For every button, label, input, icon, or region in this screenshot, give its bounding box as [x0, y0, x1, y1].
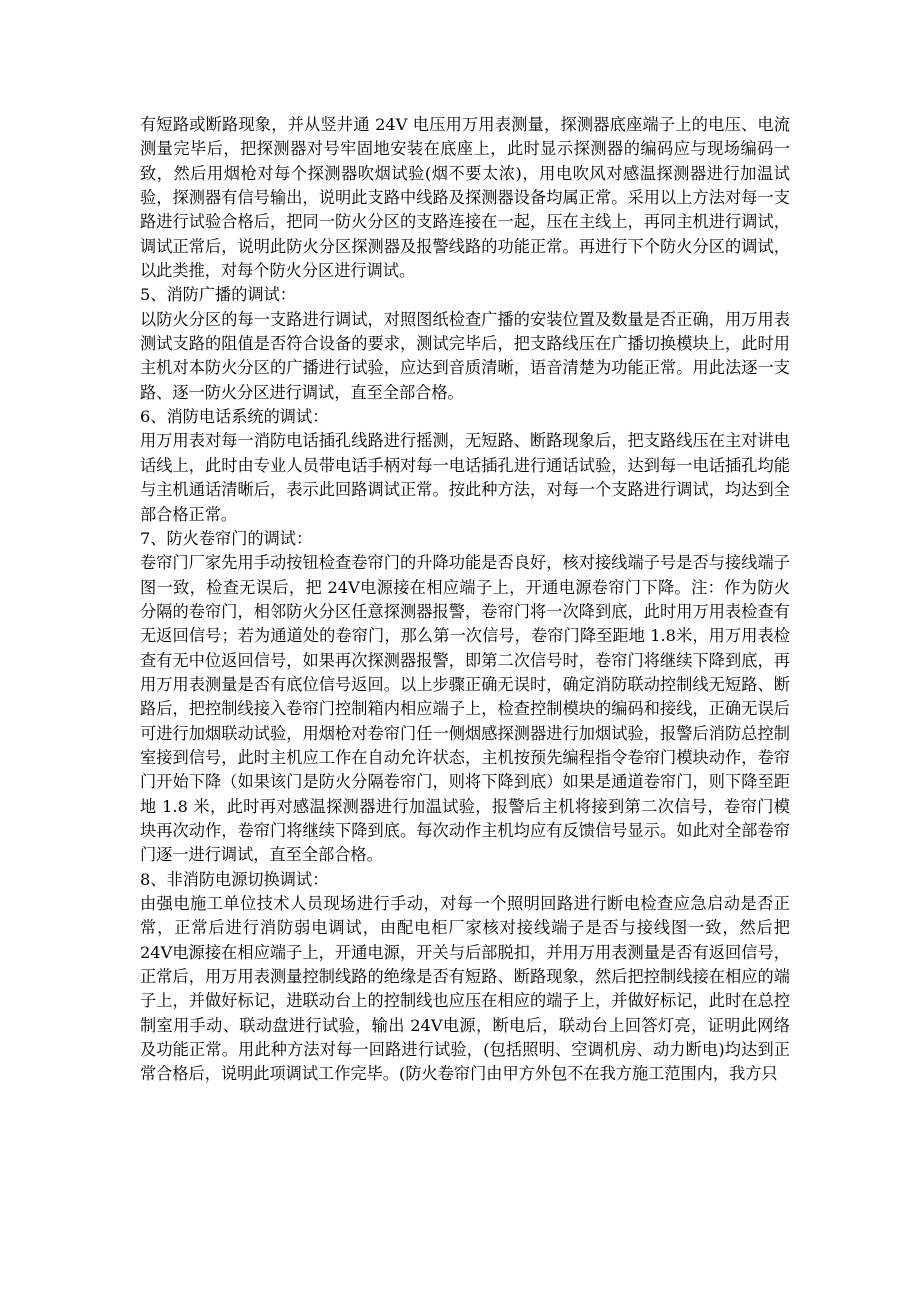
- paragraph-power-switching: 由强电施工单位技术人员现场进行手动，对每一个照明回路进行断电检查应急启动是否正常，正常后进行消防弱电调试，由配电柜厂家核对接线端子是否与接线图一致，然后把 24V电源接在相应端子上，开通电源，开关与后部脱扣，并用万用表测量是否有返回信号，正常后，用万用表测量控制线路的绝缘是否有短路、断路现象，然后把控制线接在相应的端子上，并做好标记，进联动台上的控制线也应压在相应的端子上，并做好标记，此时在总控制室用手动、联动盘进行试验，输出 24V电源，断电后，联动台上回答灯亮，证明此网络及功能正常。用此种方法对每一回路进行试验，(包括照明、空调机房、动力断电)均达到正常合格后，说明此项调试工作完毕。(防火卷帘门由甲方外包不在我方施工范围内，我方只: [140, 894, 790, 1084]
- paragraph-detector-testing: 有短路或断路现象，并从竖井通 24V 电压用万用表测量，探测器底座端子上的电压、电流测量完毕后，把探测器对号牢固地安装在底座上，此时显示探测器的编码应与现场编码一致，然后用烟枪对每个探测器吹烟试验(烟不要太浓)，用电吹风对感温探测器进行加温试验，探测器有信号输出，说明此支路中线路及探测器设备均属正常。采用以上方法对每一支路进行试验合格后，把同一防火分区的支路连接在一起，压在主线上，再同主机进行调试，调试正常后，说明此防火分区探测器及报警线路的功能正常。再进行下个防火分区的调试，以此类推，对每个防火分区进行调试。: [140, 115, 790, 281]
- heading-fire-broadcast: 5、消防广播的调试：: [140, 285, 296, 305]
- document-body: [140, 113, 790, 1087]
- paragraph-fire-telephone: 用万用表对每一消防电话插孔线路进行摇测，无短路、断路现象后，把支路线压在主对讲电话线上，此时由专业人员带电话手柄对每一电话插孔进行通话试验，达到每一电话插孔均能与主机通话清晰后，表示此回路调试正常。按此种方法，对每一个支路进行调试，均达到全部合格正常。: [140, 431, 790, 524]
- paragraph-rolling-shutter: 卷帘门厂家先用手动按钮检查卷帘门的升降功能是否良好，核对接线端子号是否与接线端子图一致，检查无误后，把 24V电源接在相应端子上，开通电源卷帘门下降。注：作为防火分隔的卷帘门，相邻防火分区任意探测器报警，卷帘门将一次降到底，此时用万用表检查有无返回信号；若为通道处的卷帘门，那么第一次信号，卷帘门降至距地 1.8米，用万用表检查有无中位返回信号，如果再次探测器报警，即第二次信号时，卷帘门将继续下降到底，再用万用表测量是否有底位信号返回。以上步骤正确无误时，确定消防联动控制线无短路、断路后，把控制线接入卷帘门控制箱内相应端子上，检查控制模块的编码和接线，正确无误后可进行加烟联动试验，用烟枪对卷帘门任一侧烟感探测器进行加烟试验，报警后消防总控制室接到信号，此时主机应工作在自动允许状态，主机按预先编程指令卷帘门模块动作，卷帘门开始下降（如果该门是防火分隔卷帘门，则将下降到底）如果是通道卷帘门，则下降至距地 1.8 米，此时再对感温探测器进行加温试验，报警后主机将接到第二次信号，卷帘门模块再次动作，卷帘门将继续下降到底。每次动作主机均应有反馈信号显示。如此对全部卷帘门逐一进行调试，直至全部合格。: [140, 553, 790, 865]
- heading-rolling-shutter: 7、防火卷帘门的调试：: [140, 528, 313, 548]
- heading-power-switching: 8、非消防电源切换调试：: [140, 869, 329, 889]
- paragraph-fire-broadcast: 以防火分区的每一支路进行调试，对照图纸检查广播的安装位置及数量是否正确，用万用表测试支路的阻值是否符合设备的要求，测试完毕后，把支路线压在广播切换模块上，此时用主机对本防火分区的广播进行试验，应达到音质清晰，语音清楚为功能正常。用此法逐一支路、逐一防火分区进行调试，直至全部合格。: [140, 309, 790, 402]
- heading-fire-telephone: 6、消防电话系统的调试：: [140, 407, 329, 427]
